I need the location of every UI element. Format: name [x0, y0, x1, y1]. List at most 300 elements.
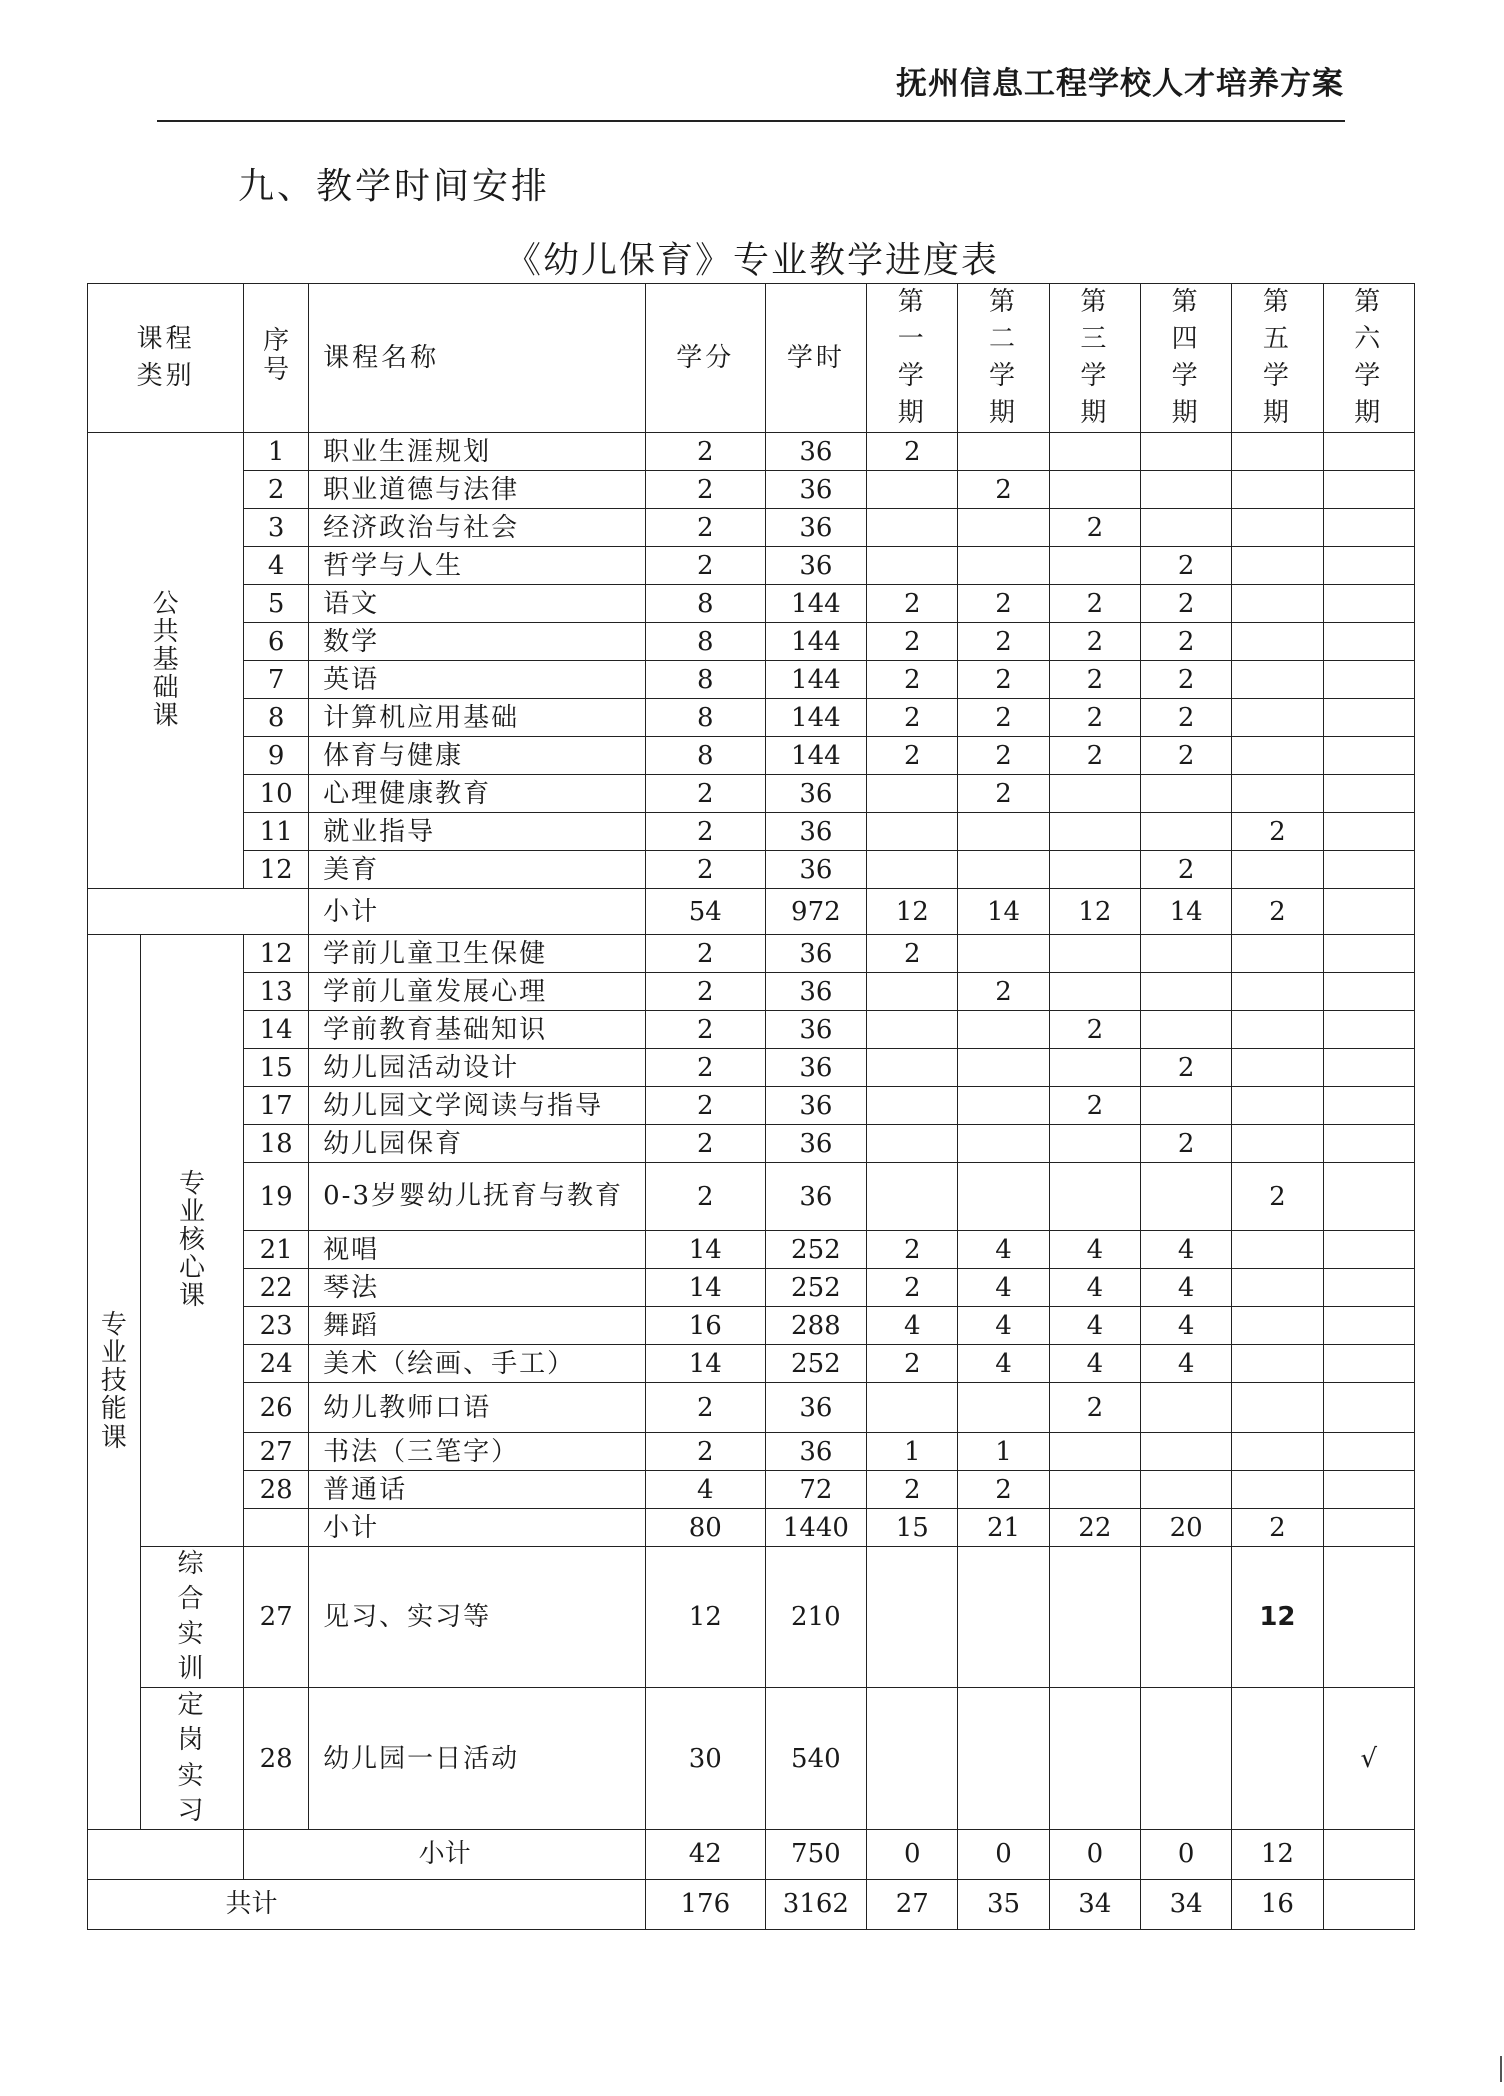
hours-cell: 540	[765, 1688, 866, 1829]
term-4-cell	[1140, 1688, 1231, 1829]
term-5-cell	[1232, 623, 1323, 661]
term-6-cell	[1323, 813, 1414, 851]
term-5-cell	[1232, 1471, 1323, 1509]
term-5-cell: 12	[1232, 1547, 1323, 1688]
seq-cell: 14	[244, 1011, 309, 1049]
course-name-cell: 幼儿园文学阅读与指导	[309, 1087, 646, 1125]
course-name-cell: 0-3岁婴幼儿抚育与教育	[309, 1163, 646, 1231]
seq-cell: 8	[244, 699, 309, 737]
term-1-cell	[867, 775, 958, 813]
seq-cell: 5	[244, 585, 309, 623]
table-row	[88, 1509, 1415, 1547]
term-1-cell: 0	[867, 1829, 958, 1879]
credits-cell: 2	[645, 1163, 765, 1231]
term-1-cell: 2	[867, 661, 958, 699]
credits-cell: 2	[645, 471, 765, 509]
seq-cell: 12	[244, 935, 309, 973]
credits-cell: 2	[645, 813, 765, 851]
table-row	[88, 1547, 1415, 1688]
credits-cell: 2	[645, 547, 765, 585]
hours-cell: 36	[765, 547, 866, 585]
course-name-cell: 职业生涯规划	[309, 433, 646, 471]
category-public-courses-label: 公共基础课	[152, 588, 179, 732]
hours-cell: 210	[765, 1547, 866, 1688]
term-3-cell: 12	[1049, 889, 1140, 935]
table-row	[88, 699, 1415, 737]
credits-cell: 2	[645, 973, 765, 1011]
hours-cell: 72	[765, 1471, 866, 1509]
seq-cell: 27	[244, 1547, 309, 1688]
term-3-cell: 2	[1049, 661, 1140, 699]
term-3-cell	[1049, 775, 1140, 813]
term-4-cell	[1140, 1383, 1231, 1433]
course-name-cell: 美育	[309, 851, 646, 889]
hours-cell: 750	[765, 1829, 866, 1879]
seq-cell: 1	[244, 433, 309, 471]
term-6-cell	[1323, 973, 1414, 1011]
term-1-cell: 2	[867, 737, 958, 775]
seq-cell: 10	[244, 775, 309, 813]
course-name-cell: 琴法	[309, 1269, 646, 1307]
credits-cell: 8	[645, 737, 765, 775]
credits-cell: 2	[645, 433, 765, 471]
term-5-cell	[1232, 935, 1323, 973]
credits-cell: 8	[645, 623, 765, 661]
document-header-title: 抚州信息工程学校人才培养方案	[896, 66, 1344, 102]
term-2-cell: 35	[958, 1879, 1049, 1929]
credits-cell: 2	[645, 1049, 765, 1087]
seq-cell: 11	[244, 813, 309, 851]
term-2-cell	[958, 851, 1049, 889]
category-internship-label: 定岗实习	[177, 1690, 207, 1826]
term-2-cell	[958, 813, 1049, 851]
term-1-cell: 2	[867, 1345, 958, 1383]
term-6-cell	[1323, 1383, 1414, 1433]
course-name-cell: 美术（绘画、手工）	[309, 1345, 646, 1383]
credits-cell: 2	[645, 1433, 765, 1471]
term-2-cell: 2	[958, 623, 1049, 661]
term-3-cell: 4	[1049, 1345, 1140, 1383]
term-6-cell	[1323, 433, 1414, 471]
course-name-cell: 英语	[309, 661, 646, 699]
term-2-cell: 1	[958, 1433, 1049, 1471]
subtotal-seq-blank	[244, 1509, 309, 1547]
seq-cell: 4	[244, 547, 309, 585]
term-6-cell	[1323, 661, 1414, 699]
term-5-cell	[1232, 471, 1323, 509]
term-3-cell	[1049, 1471, 1140, 1509]
term-2-cell: 2	[958, 661, 1049, 699]
course-name-cell: 书法（三笔字）	[309, 1433, 646, 1471]
hours-cell: 36	[765, 1383, 866, 1433]
term-2-cell: 2	[958, 471, 1049, 509]
term-6-cell	[1323, 1509, 1414, 1547]
public-subtotal-label: 小计	[309, 889, 646, 935]
term-6-cell	[1323, 1125, 1414, 1163]
term-1-cell: 2	[867, 623, 958, 661]
course-name-cell: 职业道德与法律	[309, 471, 646, 509]
term-1-cell	[867, 851, 958, 889]
seq-cell: 9	[244, 737, 309, 775]
term-1-cell	[867, 1011, 958, 1049]
term-4-cell	[1140, 433, 1231, 471]
header-term-1: 第一学期	[867, 284, 958, 433]
credits-cell: 2	[645, 509, 765, 547]
seq-cell: 2	[244, 471, 309, 509]
hours-cell: 144	[765, 623, 866, 661]
term-6-cell	[1323, 471, 1414, 509]
term-2-cell	[958, 1163, 1049, 1231]
term-5-cell: 16	[1232, 1879, 1323, 1929]
hours-cell: 36	[765, 935, 866, 973]
table-row	[88, 1829, 1415, 1879]
credits-cell: 2	[645, 1383, 765, 1433]
category-skill-courses	[88, 935, 141, 1830]
term-6-cell	[1323, 935, 1414, 973]
term-4-cell: 14	[1140, 889, 1231, 935]
table-row	[88, 775, 1415, 813]
hours-cell: 972	[765, 889, 866, 935]
term-4-cell: 2	[1140, 1125, 1231, 1163]
term-5-cell	[1232, 973, 1323, 1011]
term-6-cell	[1323, 1269, 1414, 1307]
course-name-cell: 语文	[309, 585, 646, 623]
category-comprehensive-training-label: 综合实训	[177, 1549, 207, 1685]
header-hours: 学时	[765, 284, 866, 433]
term-5-cell: 2	[1232, 1163, 1323, 1231]
term-1-cell	[867, 471, 958, 509]
table-row	[88, 1011, 1415, 1049]
section-heading: 九、教学时间安排	[238, 166, 551, 207]
term-3-cell	[1049, 813, 1140, 851]
term-1-cell: 2	[867, 1231, 958, 1269]
course-name-cell: 舞蹈	[309, 1307, 646, 1345]
term-3-cell: 2	[1049, 1087, 1140, 1125]
term-3-cell	[1049, 471, 1140, 509]
term-6-cell	[1323, 1547, 1414, 1688]
term-1-cell: 2	[867, 1471, 958, 1509]
hours-cell: 36	[765, 973, 866, 1011]
term-1-cell	[867, 973, 958, 1011]
seq-cell: 17	[244, 1087, 309, 1125]
hours-cell: 36	[765, 813, 866, 851]
term-1-cell	[867, 547, 958, 585]
term-2-cell	[958, 433, 1049, 471]
term-6-cell	[1323, 1345, 1414, 1383]
seq-cell: 7	[244, 661, 309, 699]
seq-cell: 13	[244, 973, 309, 1011]
term-1-cell	[867, 1087, 958, 1125]
hours-cell: 144	[765, 737, 866, 775]
term-1-cell: 2	[867, 433, 958, 471]
table-row	[88, 509, 1415, 547]
term-1-cell: 12	[867, 889, 958, 935]
credits-cell: 2	[645, 775, 765, 813]
term-5-cell	[1232, 1688, 1323, 1829]
term-1-cell	[867, 1125, 958, 1163]
hours-cell: 36	[765, 1011, 866, 1049]
seq-cell: 27	[244, 1433, 309, 1471]
term-4-cell	[1140, 775, 1231, 813]
term-5-cell	[1232, 661, 1323, 699]
term-4-cell: 34	[1140, 1879, 1231, 1929]
term-3-cell	[1049, 1163, 1140, 1231]
seq-cell: 3	[244, 509, 309, 547]
seq-cell: 21	[244, 1231, 309, 1269]
table-row	[88, 1471, 1415, 1509]
term-1-cell: 27	[867, 1879, 958, 1929]
category-public-courses	[88, 433, 244, 889]
table-title: 《幼儿保育》专业教学进度表	[504, 240, 999, 281]
course-name-cell: 视唱	[309, 1231, 646, 1269]
term-1-cell: 2	[867, 935, 958, 973]
term-6-cell	[1323, 1433, 1414, 1471]
table-row	[88, 1345, 1415, 1383]
hours-cell: 144	[765, 585, 866, 623]
seq-cell: 18	[244, 1125, 309, 1163]
hours-cell: 288	[765, 1307, 866, 1345]
term-1-cell: 4	[867, 1307, 958, 1345]
term-6-cell	[1323, 1231, 1414, 1269]
term-4-cell	[1140, 813, 1231, 851]
hours-cell: 36	[765, 1125, 866, 1163]
term-4-cell: 2	[1140, 585, 1231, 623]
term-6-cell	[1323, 1879, 1414, 1929]
term-3-cell	[1049, 851, 1140, 889]
header-seq: 序号	[244, 284, 309, 433]
term-5-cell	[1232, 851, 1323, 889]
term-5-cell	[1232, 1269, 1323, 1307]
term-3-cell	[1049, 547, 1140, 585]
credits-cell: 2	[645, 1011, 765, 1049]
term-1-cell	[867, 1383, 958, 1433]
term-5-cell	[1232, 1433, 1323, 1471]
term-4-cell: 2	[1140, 737, 1231, 775]
term-2-cell	[958, 1011, 1049, 1049]
hours-cell: 252	[765, 1345, 866, 1383]
hours-cell: 36	[765, 851, 866, 889]
table-row	[88, 851, 1415, 889]
term-3-cell	[1049, 433, 1140, 471]
category-comprehensive-training	[140, 1547, 243, 1688]
term-2-cell	[958, 1087, 1049, 1125]
term-6-cell	[1323, 509, 1414, 547]
table-row	[88, 471, 1415, 509]
term-2-cell: 2	[958, 699, 1049, 737]
hours-cell: 36	[765, 1087, 866, 1125]
term-4-cell	[1140, 1087, 1231, 1125]
category-internship	[140, 1688, 243, 1829]
term-4-cell: 4	[1140, 1231, 1231, 1269]
hours-cell: 252	[765, 1269, 866, 1307]
term-2-cell	[958, 509, 1049, 547]
hours-cell: 144	[765, 699, 866, 737]
course-name-cell: 学前儿童卫生保健	[309, 935, 646, 973]
term-5-cell	[1232, 509, 1323, 547]
term-2-cell: 2	[958, 973, 1049, 1011]
table-row	[88, 661, 1415, 699]
term-2-cell: 2	[958, 737, 1049, 775]
header-divider	[157, 120, 1345, 122]
term-6-cell	[1323, 1471, 1414, 1509]
credits-cell: 2	[645, 935, 765, 973]
seq-cell: 24	[244, 1345, 309, 1383]
course-name-cell: 数学	[309, 623, 646, 661]
table-row	[88, 737, 1415, 775]
hours-cell: 36	[765, 1163, 866, 1231]
table-row	[88, 623, 1415, 661]
category-core-courses-label: 专业核心课	[178, 1168, 205, 1312]
term-6-cell	[1323, 699, 1414, 737]
term-2-cell	[958, 1688, 1049, 1829]
term-3-cell: 4	[1049, 1231, 1140, 1269]
term-5-cell	[1232, 433, 1323, 471]
course-name-cell: 体育与健康	[309, 737, 646, 775]
header-term-6: 第六学期	[1323, 284, 1414, 433]
credits-cell: 42	[645, 1829, 765, 1879]
term-1-cell	[867, 1163, 958, 1231]
term-1-cell	[867, 1688, 958, 1829]
table-row	[88, 1231, 1415, 1269]
term-5-cell	[1232, 1345, 1323, 1383]
seq-cell: 15	[244, 1049, 309, 1087]
term-4-cell: 2	[1140, 623, 1231, 661]
term-2-cell	[958, 547, 1049, 585]
term-4-cell	[1140, 1163, 1231, 1231]
grand-total-label: 共计	[88, 1879, 646, 1929]
term-6-cell	[1323, 547, 1414, 585]
term-3-cell: 4	[1049, 1307, 1140, 1345]
term-5-cell	[1232, 585, 1323, 623]
term-5-cell	[1232, 1125, 1323, 1163]
term-2-cell	[958, 1125, 1049, 1163]
term-1-cell	[867, 509, 958, 547]
credits-cell: 8	[645, 661, 765, 699]
term-1-cell	[867, 813, 958, 851]
term-1-cell	[867, 1049, 958, 1087]
term-3-cell: 4	[1049, 1269, 1140, 1307]
term-2-cell: 14	[958, 889, 1049, 935]
term-4-cell	[1140, 471, 1231, 509]
term-4-cell: 2	[1140, 851, 1231, 889]
teaching-schedule-table	[87, 283, 1415, 1930]
term-2-cell: 4	[958, 1345, 1049, 1383]
hours-cell: 36	[765, 1433, 866, 1471]
course-name-cell: 学前儿童发展心理	[309, 973, 646, 1011]
term-3-cell	[1049, 1547, 1140, 1688]
table-row	[88, 433, 1415, 471]
credits-cell: 30	[645, 1688, 765, 1829]
term-2-cell: 4	[958, 1307, 1049, 1345]
table-row	[88, 1125, 1415, 1163]
course-name-cell: 幼儿园保育	[309, 1125, 646, 1163]
seq-cell: 6	[244, 623, 309, 661]
header-category: 课程类别	[88, 284, 244, 433]
hours-cell: 36	[765, 775, 866, 813]
term-5-cell: 2	[1232, 889, 1323, 935]
term-5-cell	[1232, 737, 1323, 775]
term-4-cell: 20	[1140, 1509, 1231, 1547]
term-4-cell	[1140, 1011, 1231, 1049]
credits-cell: 14	[645, 1269, 765, 1307]
table-row	[88, 1688, 1415, 1829]
term-5-cell	[1232, 547, 1323, 585]
hours-cell: 144	[765, 661, 866, 699]
header-credits: 学分	[645, 284, 765, 433]
course-name-cell: 就业指导	[309, 813, 646, 851]
term-6-cell	[1323, 1829, 1414, 1879]
header-term-5: 第五学期	[1232, 284, 1323, 433]
term-4-cell: 2	[1140, 547, 1231, 585]
seq-cell: 28	[244, 1471, 309, 1509]
credits-cell: 2	[645, 1087, 765, 1125]
header-term-3: 第三学期	[1049, 284, 1140, 433]
term-2-cell: 2	[958, 585, 1049, 623]
term-5-cell	[1232, 1383, 1323, 1433]
term-5-cell: 2	[1232, 813, 1323, 851]
term-4-cell: 2	[1140, 699, 1231, 737]
course-name-cell: 幼儿园活动设计	[309, 1049, 646, 1087]
course-name-cell: 哲学与人生	[309, 547, 646, 585]
term-4-cell	[1140, 935, 1231, 973]
term-5-cell	[1232, 1231, 1323, 1269]
term-3-cell: 2	[1049, 623, 1140, 661]
term-1-cell: 15	[867, 1509, 958, 1547]
term-5-cell	[1232, 1011, 1323, 1049]
term-6-cell	[1323, 737, 1414, 775]
seq-cell: 23	[244, 1307, 309, 1345]
term-5-cell	[1232, 775, 1323, 813]
term-3-cell: 2	[1049, 1383, 1140, 1433]
term-5-cell	[1232, 699, 1323, 737]
term-3-cell: 34	[1049, 1879, 1140, 1929]
table-row	[88, 935, 1415, 973]
term-6-cell	[1323, 775, 1414, 813]
table-row	[88, 973, 1415, 1011]
term-1-cell: 1	[867, 1433, 958, 1471]
table-row	[88, 1163, 1415, 1231]
hours-cell: 36	[765, 1049, 866, 1087]
term-4-cell: 4	[1140, 1269, 1231, 1307]
table-row	[88, 1433, 1415, 1471]
credits-cell: 4	[645, 1471, 765, 1509]
term-6-cell	[1323, 1011, 1414, 1049]
table-header-row	[88, 284, 1415, 433]
credits-cell: 8	[645, 585, 765, 623]
table-row	[88, 889, 1415, 935]
credits-cell: 176	[645, 1879, 765, 1929]
term-1-cell: 2	[867, 699, 958, 737]
table-row	[88, 1383, 1415, 1433]
term-4-cell: 4	[1140, 1345, 1231, 1383]
term-2-cell	[958, 1547, 1049, 1688]
course-name-cell: 普通话	[309, 1471, 646, 1509]
term-3-cell	[1049, 973, 1140, 1011]
term-4-cell	[1140, 1547, 1231, 1688]
page-edge-mark	[1500, 2056, 1502, 2082]
term-2-cell: 4	[958, 1269, 1049, 1307]
course-name-cell: 经济政治与社会	[309, 509, 646, 547]
table-row	[88, 1269, 1415, 1307]
hours-cell: 3162	[765, 1879, 866, 1929]
header-name: 课程名称	[309, 284, 646, 433]
subtotal-spacer	[88, 889, 309, 935]
term-4-cell: 2	[1140, 661, 1231, 699]
seq-cell: 26	[244, 1383, 309, 1433]
credits-cell: 14	[645, 1345, 765, 1383]
term-4-cell	[1140, 1471, 1231, 1509]
term-3-cell	[1049, 935, 1140, 973]
